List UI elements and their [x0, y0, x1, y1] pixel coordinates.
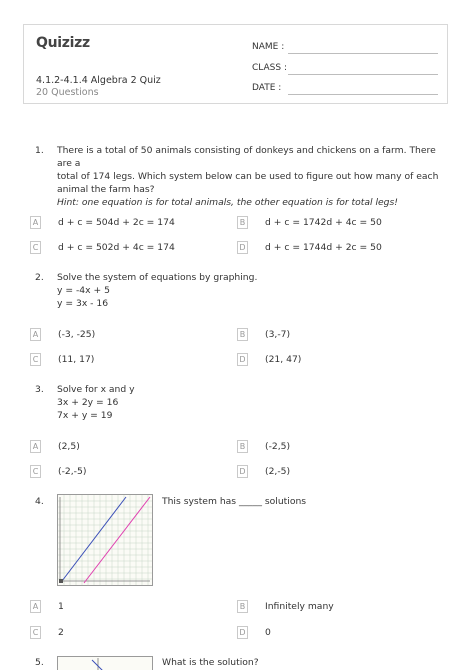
quiz-title: 4.1.2-4.1.4 Algebra 2 Quiz	[36, 75, 161, 86]
option-text: (-2,5)	[265, 441, 291, 452]
question-number: 3.	[35, 384, 44, 395]
option-letter: A	[30, 328, 41, 341]
question-line: This system has _____ solutions	[162, 496, 307, 507]
question-line: Solve for x and y	[57, 384, 135, 395]
name-label: NAME :	[252, 42, 285, 52]
option-text: d + c = 1742d + 4c = 50	[265, 217, 382, 228]
question-number: 4.	[35, 496, 44, 507]
class-field[interactable]	[288, 74, 438, 75]
question-line: y = -4x + 5	[57, 285, 110, 296]
question-line: What is the solution?	[162, 657, 259, 668]
option-letter: A	[30, 600, 41, 613]
date-label: DATE :	[252, 83, 282, 93]
option-text: (21, 47)	[265, 354, 302, 365]
quizizz-logo: Quizizz	[36, 35, 90, 51]
class-label: CLASS :	[252, 63, 287, 73]
option-letter: C	[30, 241, 41, 254]
question-5	[162, 656, 259, 669]
option-letter: B	[237, 328, 248, 341]
question-line: total of 174 legs. Which system below can be used to figure out how many of each	[57, 171, 439, 182]
graph-svg	[58, 495, 152, 585]
option-text: d + c = 504d + 2c = 174	[58, 217, 175, 228]
option-letter: D	[237, 241, 248, 254]
origin-marker	[59, 579, 63, 583]
worksheet-header	[23, 24, 448, 104]
option-letter: D	[237, 353, 248, 366]
option-text: d + c = 1744d + 2c = 50	[265, 242, 382, 253]
option-letter: D	[237, 465, 248, 478]
option-text: (11, 17)	[58, 354, 95, 365]
question-text	[57, 144, 442, 209]
option-letter: D	[237, 626, 248, 639]
question-number: 5.	[35, 657, 44, 668]
option-letter: A	[30, 440, 41, 453]
option-text: (3,-7)	[265, 329, 291, 340]
option-letter: A	[30, 216, 41, 229]
question-number: 2.	[35, 272, 44, 283]
question-text	[57, 383, 442, 422]
option-letter: C	[30, 353, 41, 366]
option-text: (2,5)	[58, 441, 80, 452]
solution-graph-image	[57, 656, 153, 670]
option-letter: B	[237, 440, 248, 453]
question-line: Solve the system of equations by graphing.	[57, 272, 258, 283]
option-text: 2	[58, 627, 64, 638]
name-field[interactable]	[288, 53, 438, 54]
option-letter: C	[30, 465, 41, 478]
question-line: 7x + y = 19	[57, 410, 113, 421]
question-line: There is a total of 50 animals consisting of donkeys and chickens on a farm. There are a	[57, 145, 436, 169]
date-field[interactable]	[288, 94, 438, 95]
option-text: (2,-5)	[265, 466, 291, 477]
question-line: 3x + 2y = 16	[57, 397, 119, 408]
question-text	[57, 271, 442, 310]
question-4	[162, 495, 306, 508]
question-line: animal the farm has?	[57, 184, 155, 195]
option-text: 0	[265, 627, 271, 638]
question-count: 20 Questions	[36, 87, 99, 98]
graph-svg	[58, 658, 152, 670]
graph-grid	[58, 495, 152, 585]
option-letter: B	[237, 600, 248, 613]
option-text: 1	[58, 601, 64, 612]
question-hint: Hint: one equation is for total animals, the other equation is for total legs!	[57, 197, 398, 208]
option-text: d + c = 502d + 4c = 174	[58, 242, 175, 253]
option-text: Infinitely many	[265, 601, 334, 612]
question-number: 1.	[35, 145, 44, 156]
system-graph-image	[57, 494, 153, 586]
option-text: (-2,-5)	[58, 466, 87, 477]
question-line: y = 3x - 16	[57, 298, 109, 309]
option-letter: B	[237, 216, 248, 229]
option-letter: C	[30, 626, 41, 639]
option-text: (-3, -25)	[58, 329, 96, 340]
